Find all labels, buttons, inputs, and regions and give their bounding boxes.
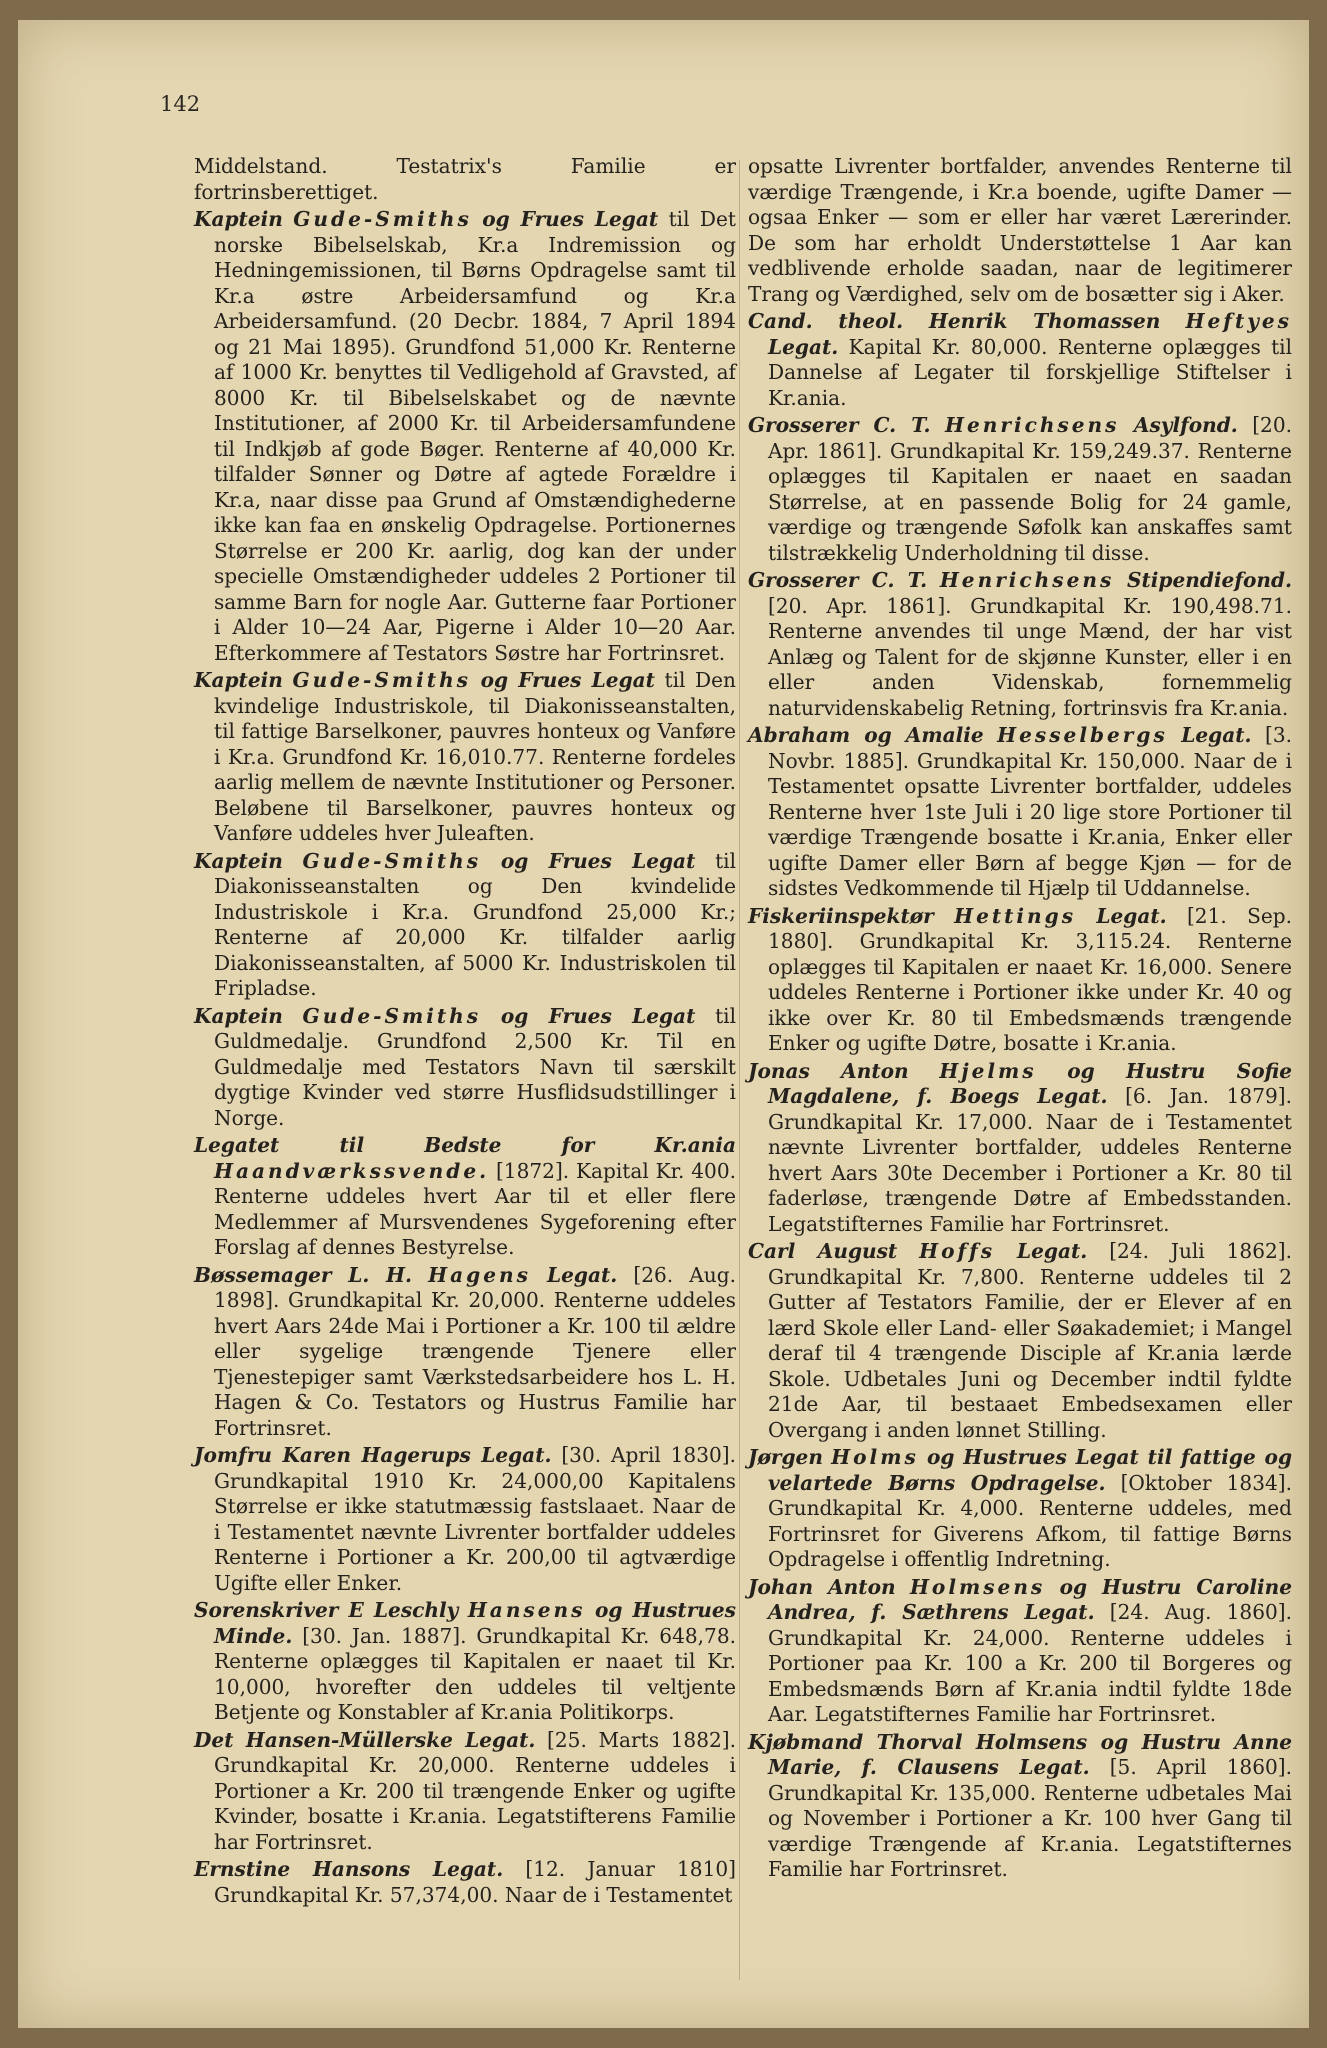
entry-title-end: og Hustru Sofie Magdalene, f. Boegs Legat. (768, 1058, 1292, 1108)
entry-title-end: Legat. (1096, 903, 1167, 928)
entry-title: Ernstine Hansons Legat. (194, 1857, 504, 1881)
entry-text: [5. April 1860]. Grundkapital Kr. 135,000. Renterne udbetales Mai og November i Portioner a Kr. 100 hver Gang til værdige Trængende af Kr.ania. Legatstifternes Familie har Fortrinsret. (768, 1755, 1293, 1881)
entry-text: Middelstand. Testatrix's Familie er fortrinsberettiget. (194, 154, 736, 204)
legat-entry (194, 154, 736, 205)
entry-title-end: Stipendiefond. (1126, 568, 1293, 592)
entry-title: Kaptein (194, 848, 283, 873)
entry-title: Sorenskriver E Leschly (194, 1598, 459, 1622)
entry-name-spaced: Holmsens (909, 1574, 1046, 1599)
entry-title-end: Legat. (547, 1262, 618, 1287)
legat-entry (748, 154, 1292, 307)
entry-title: Johan Anton (748, 1574, 896, 1599)
entry-name-spaced: Hettings (954, 903, 1077, 928)
entry-text: til Den kvindelige Industriskole, til Diakonisseanstalten, til fattige Barselkoner, pauvres honteux og Vanføre i Kr.a. Grundfond Kr. 16,010.77. Renterne fordeles aarlig mellem de nævnte Institutioner og Personer. Beløbene til Barselkoner, pauvres honteux og Vanføre uddeles hver Juleaften. (214, 668, 736, 845)
entry-text: [Oktober 1834]. Grundkapital Kr. 4,000. Renterne uddeles, med Fortrinsret for Giverens Afkom, til fattige Børns Opdragelse i offentlig Indretning. (768, 1470, 1292, 1571)
legat-entry (748, 904, 1292, 1057)
entry-text: [30. April 1830]. Grundkapital 1910 Kr. 24,000,00 Kapitalens Størrelse er ikke statutmæssig fastslaaet. Naar de i Testamentet nævnte Livrenter bortfalder uddeles Renterne i Portioner a Kr. 200,00 til agtværdige Ugifte eller Enker. (214, 1443, 736, 1595)
entry-name-spaced: Heftyes (1185, 309, 1292, 333)
entry-name-spaced: Hansens (467, 1598, 586, 1622)
entry-title-end: og Hustrues Minde. (214, 1598, 736, 1648)
entry-text: til Det norske Bibelselskab, Kr.a Indremission og Hedningemissionen, til Børns Opdragelse samt til Kr.a østre Arbeidersamfund og Kr.a Arbeidersamfund. (20 Decbr. 1884, 7 April 1894 og 21 Mai 1895). Grundfond 51,000 Kr. Renterne af 1000 Kr. benyttes til Vedligehold af Gravsted, af 8000 Kr. til Bibelselskabet og de nævnte Institutioner, af 2000 Kr. til Arbeidersamfundene til Indkjøb af gode Bøger. Renterne af 40,000 Kr. tilfalder Sønner og Døtre af agtede Forældre i Kr.a, naar disse paa Grund af Omstændighederne ikke kan faa en ønskelig Opdragelse. Portionernes Størrelse er 200 Kr. aarlig, dog kan der under specielle Omstændigheder uddeles 2 Portioner til samme Barn for nogle Aar. Gutterne faar Portioner i Alder 10—24 Aar, Pigerne i Alder 10—20 Aar. Efterkommere af Testators Søstre har Fortrinsret. (214, 207, 736, 665)
entry-title: Jørgen (748, 1445, 823, 1469)
entry-title: Cand. theol. Henrik Thomassen (748, 309, 1161, 333)
legat-entry (194, 849, 736, 1002)
right-column (748, 154, 1292, 1885)
legat-entry (194, 1004, 736, 1132)
entry-text: [1872]. Kapital Kr. 400. Renterne uddeles hvert Aar til et eller flere Medlemmer af Mursvendenes Sygeforening efter Forslag af dennes Bestyrelse. (214, 1158, 736, 1259)
legat-entry (748, 1730, 1292, 1883)
entry-text: [24. Juli 1862]. Grundkapital Kr. 7,800. Renterne uddeles til 2 Gutter af Testators Familie, der er Elever af en lærd Skole eller Land- eller Søakademiet; i Mangel deraf til 4 trængende Disciple af Kr.ania lærde Skole. Udbetales Juni og December indtil fyldte 21de Aar, til bestaaet Embedsexamen eller Overgang i anden lønnet Stilling. (768, 1239, 1292, 1442)
entry-text: [21. Sep. 1880]. Grundkapital Kr. 3,115.24. Renterne oplægges til Kapitalen er naaet Kr. 16,000. Senere uddeles Renterne i Portioner ikke under Kr. 40 og ikke over Kr. 80 til Embedsmænds trængende Enker og ugifte Døtre, bosatte i Kr.ania. (768, 903, 1293, 1055)
legat-entry (748, 1239, 1292, 1443)
entry-title-end: og Frues Legat (480, 668, 655, 692)
column-divider (739, 160, 740, 1980)
entry-title-end: Legat. (1017, 1239, 1088, 1263)
legat-entry (748, 413, 1292, 566)
legat-entry (194, 1857, 736, 1908)
entry-title: Det Hansen-Müllerske Legat. (194, 1727, 536, 1752)
entry-name-spaced: Haandværkssvende. (214, 1158, 490, 1183)
entry-text: [24. Aug. 1860]. Grundkapital Kr. 24,000. Renterne uddeles i Portioner paa Kr. 100 a Kr. 200 til Borgeres og Embedsmænds Børn af Kr.ania indtil fyldte 18de Aar. Legatstifternes Familie har Fortrinsret. (768, 1600, 1292, 1726)
legat-entry (194, 668, 736, 847)
entry-name-spaced: Gude-Smiths (302, 1003, 482, 1028)
entry-title-end: og Hustrues Legat til fattige og velartede Børns Opdragelse. (768, 1445, 1292, 1495)
entry-title: Carl August (748, 1239, 898, 1263)
entry-title-end: Asylfond. (1133, 413, 1238, 437)
entry-name-spaced: Henrichsens (939, 568, 1115, 592)
entry-text: [20. Apr. 1861]. Grundkapital Kr. 190,498.71. Renterne anvendes til unge Mænd, der har vist Anlæg og Talent for de skjønne Kunster, eller i en eller anden Videnskab, fornemmelig naturvidenskabelig Retning, fortrinsvis fra Kr.ania. (768, 593, 1292, 720)
entry-name-spaced: Hesselbergs (997, 723, 1168, 747)
entry-text: [3. Novbr. 1885]. Grundkapital Kr. 150,000. Naar de i Testamentet opsatte Livrenter bortfalder, uddeles Renterne hver 1ste Juli i 20 lige store Portioner til værdige Trængende bosatte i Kr.ania, Enker eller ugifte Damer eller Børn af begge Kjøn — for de sidstes Vedkommende til Hjælp til Uddannelse. (768, 723, 1293, 900)
entry-name-spaced: Henrichsens (944, 413, 1120, 437)
page-number: 142 (160, 92, 201, 116)
legat-entry (748, 723, 1292, 902)
legat-entry (194, 1443, 736, 1596)
entry-name-spaced: Gude-Smiths (293, 207, 472, 231)
entry-title-end: og Hustru Caroline Andrea, f. Sæthrens Legat. (768, 1574, 1292, 1624)
entry-text: opsatte Livrenter bortfalder, anvendes Renterne til værdige Trængende, i Kr.a boende, ugifte Damer — ogsaa Enker — som er eller har været Lærerinder. De som har erholdt Understøttelse 1 Aar kan vedblivende erholde saadan, naar de legitimerer Trang og Værdighed, selv om de bosætter sig i Aker. (748, 154, 1292, 306)
entry-title: Bøssemager L. H. (194, 1262, 413, 1287)
entry-title: Kaptein (194, 1003, 283, 1028)
entry-title-end: Legat. (1181, 723, 1252, 747)
legat-entry (194, 1263, 736, 1442)
entry-text: til Guldmedalje. Grundfond 2,500 Kr. Til en Guldmedalje med Testators Navn til særskilt dygtige Kvinder ved større Husflidsudstillinger i Norge. (214, 1003, 736, 1130)
entry-title-end: og Frues Legat (500, 1003, 696, 1028)
entry-text: [25. Marts 1882]. Grundkapital Kr. 20,000. Renterne uddeles i Portioner a Kr. 200 til trængende Enker og ugifte Kvinder, bosatte i Kr.ania. Legatstifterens Familie har Fortrinsret. (214, 1727, 736, 1854)
entry-title: Abraham og Amalie (748, 723, 984, 747)
entry-text: [20. Apr. 1861]. Grundkapital Kr. 159,249.37. Renterne oplægges til Kapitalen er naaet en saadan Størrelse, at en passende Bolig for 24 gamle, værdige og trængende Søfolk kan anskaffes samt tilstrækkelig Underholdning til disse. (768, 413, 1293, 565)
entry-title: Kaptein (194, 207, 283, 231)
entry-text: [12. Januar 1810] Grundkapital Kr. 57,374,00. Naar de i Testamentet (214, 1857, 736, 1907)
entry-title: Kaptein (194, 668, 283, 692)
entry-title-end: og Frues Legat (482, 207, 659, 231)
entry-name-spaced: Hagens (428, 1262, 531, 1287)
legat-entry (194, 207, 736, 666)
legat-entry (748, 1575, 1292, 1728)
entry-text: til Diakonisseanstalten og Den kvindelide Industriskole i Kr.a. Grundfond 25,000 Kr.; Renterne af 20,000 Kr. tilfalder aarlig Diakonisseanstalten, af 5000 Kr. Industriskolen til Fripladse. (214, 848, 736, 1000)
entry-text: [26. Aug. 1898]. Grundkapital Kr. 20,000. Renterne uddeles hvert Aars 24de Mai i Portioner a Kr. 100 til ældre eller sygelige trængende Tjenere eller Tjenestepiger samt Værkstedsarbeidere hos L. H. Hagen & Co. Testators og Hustrus Familie har Fortrinsret. (214, 1262, 736, 1440)
entry-text: Kapital Kr. 80,000. Renterne oplægges til Dannelse af Legater til forskjellige Stiftelser i Kr.ania. (768, 334, 1293, 410)
entry-title: Grosserer C. T. (748, 413, 931, 437)
entry-text: [6. Jan. 1879]. Grundkapital Kr. 17,000. Naar de i Testamentet nævnte Livrenter bortfalder, uddeles Renterne hvert Aars 30te December i Portioner a Kr. 80 til faderløse, trængende Døtre af Embedsstanden. Legatstifternes Familie har Fortrinsret. (768, 1084, 1293, 1236)
entry-title: Jonas Anton (748, 1058, 909, 1083)
entry-title: Jomfru Karen Hagerups Legat. (194, 1443, 552, 1467)
entry-name-spaced: Hoffs (919, 1239, 996, 1263)
legat-entry (194, 1598, 736, 1726)
entry-name-spaced: Hjelms (939, 1058, 1037, 1083)
legat-entry (748, 309, 1292, 411)
legat-entry (748, 1445, 1292, 1573)
entry-text: [30. Jan. 1887]. Grundkapital Kr. 648,78. Renterne oplægges til Kapitalen er naaet til Kr. 10,000, hvorefter den uddeles til veltjente Betjente og Konstabler af Kr.ania Politikorps. (214, 1623, 736, 1724)
entry-title: Kjøbmand Thorval Holmsens og Hustru Anne Marie, f. Clausens Legat. (748, 1729, 1292, 1779)
entry-title: Legatet til Bedste for Kr.ania (194, 1133, 736, 1157)
book-page (18, 20, 1309, 2028)
entry-name-spaced: Gude-Smiths (292, 668, 471, 692)
entry-title-end: Legat. (768, 334, 839, 359)
legat-entry (194, 1133, 736, 1261)
legat-entry (748, 568, 1292, 721)
entry-title-end: og Frues Legat (500, 848, 696, 873)
entry-title: Grosserer C. T. (748, 568, 928, 592)
entry-name-spaced: Holms (831, 1445, 919, 1469)
legat-entry (748, 1059, 1292, 1238)
entry-title: Fiskeriinspektør (748, 903, 934, 928)
legat-entry (194, 1728, 736, 1856)
entry-name-spaced: Gude-Smiths (302, 848, 482, 873)
left-column (194, 154, 736, 1910)
